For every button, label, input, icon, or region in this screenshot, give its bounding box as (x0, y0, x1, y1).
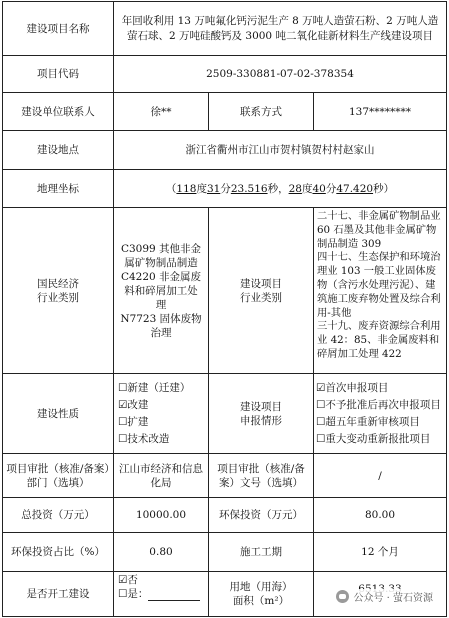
filing-five-years[interactable]: ☐超五年重新审核项目 (316, 415, 420, 428)
lat-minutes: 40 (312, 182, 326, 195)
project-name-label: 建设项目名称 (2, 1, 114, 56)
coord-open: （ (165, 182, 177, 195)
coordinates-label: 地理坐标 (2, 169, 114, 208)
project-industry-value: 二十七、非金属矿物制品业 60 石墨及其他非金属矿物制品制造 309 四十七、生态保护和环境治理业 103 一般工业固体废物（含污水处理污泥）、建筑施工废弃物处置及综合利用-其他 三十九、废弃资源综合利用业 42：85、非金属废料和碎屑加工处理 422 (313, 207, 447, 374)
lat-seconds: 47.420 (336, 182, 374, 195)
filing-resubmit[interactable]: ☐不予批准后再次申报项目 (316, 398, 441, 411)
env-ratio-label: 环保投资占比（%） (2, 532, 114, 572)
min-unit-1: 分 (220, 182, 231, 195)
started-label: 是否开工建设 (2, 571, 114, 617)
phone-label: 联系方式 (208, 92, 314, 131)
construction-period-label: 施工工期 (208, 532, 314, 572)
location-label: 建设地点 (2, 130, 114, 170)
project-code-label: 项目代码 (2, 55, 114, 93)
wechat-icon (336, 590, 349, 603)
nature-label: 建设性质 (2, 373, 114, 454)
project-name-value: 年回收利用 13 万吨氟化钙污泥生产 8 万吨人造萤石粉、2 万吨人造萤石球、2 万吨硅酸钙及 3000 吨二氧化硅新材料生产线建设项目 (113, 1, 447, 56)
option-expand[interactable]: ☐扩建 (118, 415, 149, 428)
project-info-table (2, 1, 447, 617)
filing-label: 建设项目 申报情形 (208, 373, 314, 454)
lat-degrees: 28 (288, 182, 302, 195)
contact-label: 建设单位联系人 (2, 92, 114, 131)
location-value: 浙江省衢州市江山市贺村镇贺村村赵家山 (113, 130, 447, 170)
sec-unit-1: 秒 (267, 182, 279, 195)
contact-value: 徐** (113, 92, 209, 131)
filing-first[interactable]: ☑首次申报项目 (316, 381, 389, 394)
lon-seconds: 23.516 (230, 182, 268, 195)
started-yes-blank (148, 589, 200, 601)
started-yes-label: ☐是： (118, 588, 149, 600)
filing-options (313, 373, 447, 454)
watermark-text: 公众号 · 萤石资源 (353, 593, 433, 604)
env-investment-value: 80.00 (313, 497, 447, 533)
project-industry-label: 建设项目 行业类别 (208, 207, 314, 374)
industry-label: 国民经济 行业类别 (2, 207, 114, 374)
phone-value: 137******** (313, 92, 447, 131)
industry-value: C3099 其他非金属矿物制品制造 C4220 非金属废料和碎屑加工处理 N7723 固体废物治理 (113, 207, 209, 374)
total-investment-label: 总投资（万元） (2, 497, 114, 533)
filing-major-change[interactable]: ☐重大变动重新报批项目 (316, 432, 431, 445)
option-new[interactable]: ☐新建（迁建） (118, 381, 191, 394)
coord-close: 秒） (373, 182, 395, 195)
approval-dept-label: 项目审批（核准/备案）部门（选填） (2, 453, 114, 498)
option-tech-upgrade[interactable]: ☐技术改造 (118, 432, 170, 445)
nature-options (113, 373, 209, 454)
env-ratio-value: 0.80 (113, 532, 209, 572)
total-investment-value: 10000.00 (113, 497, 209, 533)
lon-minutes: 31 (206, 182, 221, 195)
coord-sep: ， (278, 182, 289, 195)
approval-doc-value: / (313, 453, 447, 498)
started-no-option[interactable]: ☑否 (118, 574, 138, 586)
watermark (336, 589, 433, 604)
construction-period-value: 12 个月 (313, 532, 447, 572)
started-yes-option[interactable] (118, 587, 200, 601)
land-area-label: 用地（用海） 面积（m²） (208, 571, 314, 617)
env-investment-label: 环保投资（万元） (208, 497, 314, 533)
started-options (113, 571, 209, 617)
lon-degrees: 118 (176, 182, 197, 195)
option-rebuild[interactable]: ☑改建 (118, 398, 149, 411)
deg-unit-2: 度 (301, 182, 313, 195)
deg-unit-1: 度 (196, 182, 207, 195)
approval-doc-label: 项目审批（核准/备案）文号（选填） (208, 453, 314, 498)
coordinates-value (113, 169, 447, 208)
approval-dept-value: 江山市经济和信息化局 (113, 453, 209, 498)
project-code-value: 2509-330881-07-02-378354 (113, 55, 447, 93)
min-unit-2: 分 (325, 182, 337, 195)
